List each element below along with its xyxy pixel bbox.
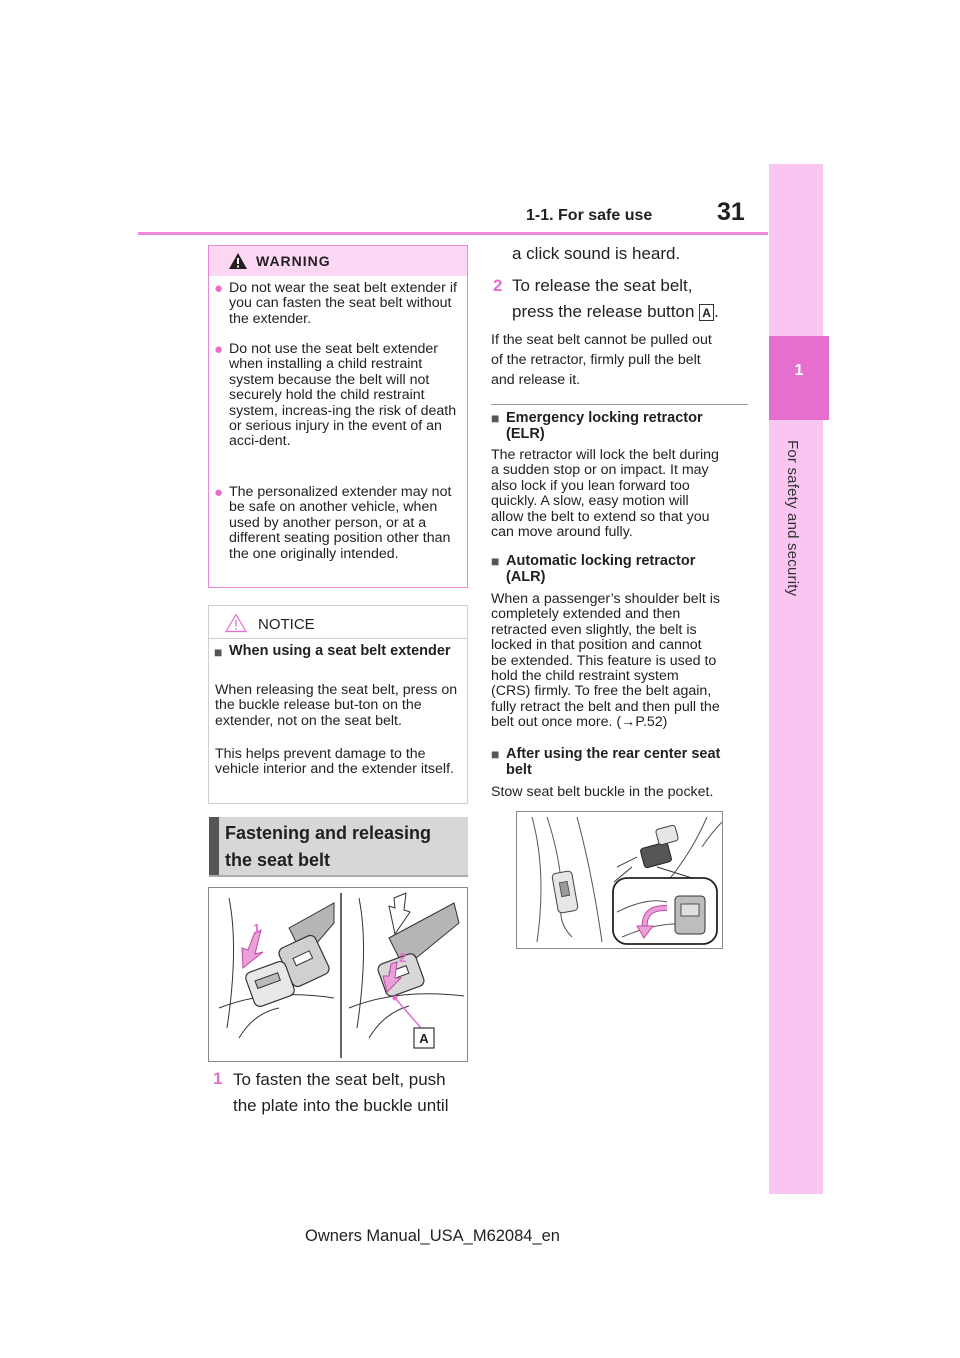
page-reference-arrow-icon: → (621, 714, 636, 731)
header-rule (138, 232, 768, 235)
step-line: the plate into the buckle until (233, 1096, 449, 1115)
elr-heading: Emergency locking retractor (ELR) (506, 410, 703, 442)
rear-center-heading: After using the rear center seat belt (506, 746, 721, 778)
step-number: 2 (493, 276, 503, 295)
warning-item: Do not use the seat belt extender when installing a child restraint system because the belt will not securely hold the child restraint system, increas-ing the risk of death or serious injury in the event of an acci-dent. (229, 341, 457, 450)
callout-letter-box: A (699, 304, 714, 321)
page-reference-link[interactable]: P.52) (635, 714, 668, 731)
page-footer: Owners Manual_USA_M62084_en (305, 1227, 560, 1245)
pocket-drawing (517, 812, 722, 948)
step-text (233, 1067, 473, 1119)
alr-heading: Automatic locking retractor (ALR) (506, 553, 696, 585)
warning-title: WARNING (256, 253, 331, 269)
step-line: To fasten the seat belt, push (233, 1070, 446, 1089)
section-heading-bar (209, 817, 219, 875)
elr-body: The retractor will lock the belt during a sudden stop or on impact. It may also lock if you lean forward too quickly. A slow, easy motion will allow the belt to extend so that you can move around fully. (491, 447, 719, 541)
warning-triangle-icon (228, 252, 248, 270)
callout-number: 2 (399, 950, 407, 965)
notice-body-para: This helps prevent damage to the vehicle interior and the extender itself. (215, 746, 454, 778)
section-heading-underline (209, 875, 468, 877)
note-divider (491, 404, 748, 405)
step-text (512, 273, 762, 325)
rear-center-body: Stow seat belt buckle in the pocket. (491, 784, 714, 800)
caution-triangle-icon (225, 613, 247, 633)
alr-body: When a passenger’s shoulder belt is completely extended and then retracted even slightly, the belt is locked in that position and cannot be extended. This feature is used to hold the child restraint system (CRS) firmly. To free the belt again, fully retract the belt and then pull the belt out once more. (→P.52) (491, 591, 720, 731)
square-bullet-icon: ■ (214, 644, 223, 660)
notice-title: NOTICE (258, 616, 315, 633)
rear-seat-buckle-pocket-illustration (516, 811, 723, 949)
seat-belt-fastening-illustration (208, 887, 468, 1062)
step-line: press the release button A . (512, 302, 719, 321)
warning-item: The personalized extender may not be safe on another vehicle, when used by another person, or at a different seating position other than the one originally intended. (229, 484, 452, 562)
section-heading-line: the seat belt (225, 850, 331, 870)
callout-number: 1 (253, 921, 261, 936)
chapter-side-strip (769, 164, 823, 1194)
notice-body-para: When releasing the seat belt, press on the buckle release but-ton on the extender, not on the seat belt. (215, 682, 458, 729)
section-heading-line: Fastening and releasing (225, 823, 432, 843)
fastening-drawing (209, 888, 467, 1061)
section-heading (225, 820, 465, 874)
callout-letter: A (419, 1031, 429, 1046)
chapter-title-vertical: For safety and security (784, 440, 801, 597)
warning-item: Do not wear the seat belt extender if you can fasten the seat belt without the extender. (229, 280, 457, 327)
step-line: To release the seat belt, (512, 276, 693, 295)
running-header-section: 1-1. For safe use (526, 207, 653, 224)
square-bullet-icon: ■ (491, 410, 500, 426)
chapter-tab-number: 1 (794, 362, 804, 379)
retractor-note: If the seat belt cannot be pulled out of the retractor, firmly pull the belt and release it. (491, 332, 712, 388)
square-bullet-icon: ■ (491, 746, 500, 762)
step-number: 1 (213, 1069, 223, 1088)
bullet-icon: ● (214, 341, 224, 358)
step-text-continued: a click sound is heard. (512, 244, 681, 263)
notice-subhead: When using a seat belt extender (229, 643, 451, 659)
bullet-icon: ● (214, 484, 224, 501)
page-number: 31 (717, 198, 745, 226)
square-bullet-icon: ■ (491, 553, 500, 569)
bullet-icon: ● (214, 280, 224, 297)
notice-header-divider (209, 638, 467, 639)
